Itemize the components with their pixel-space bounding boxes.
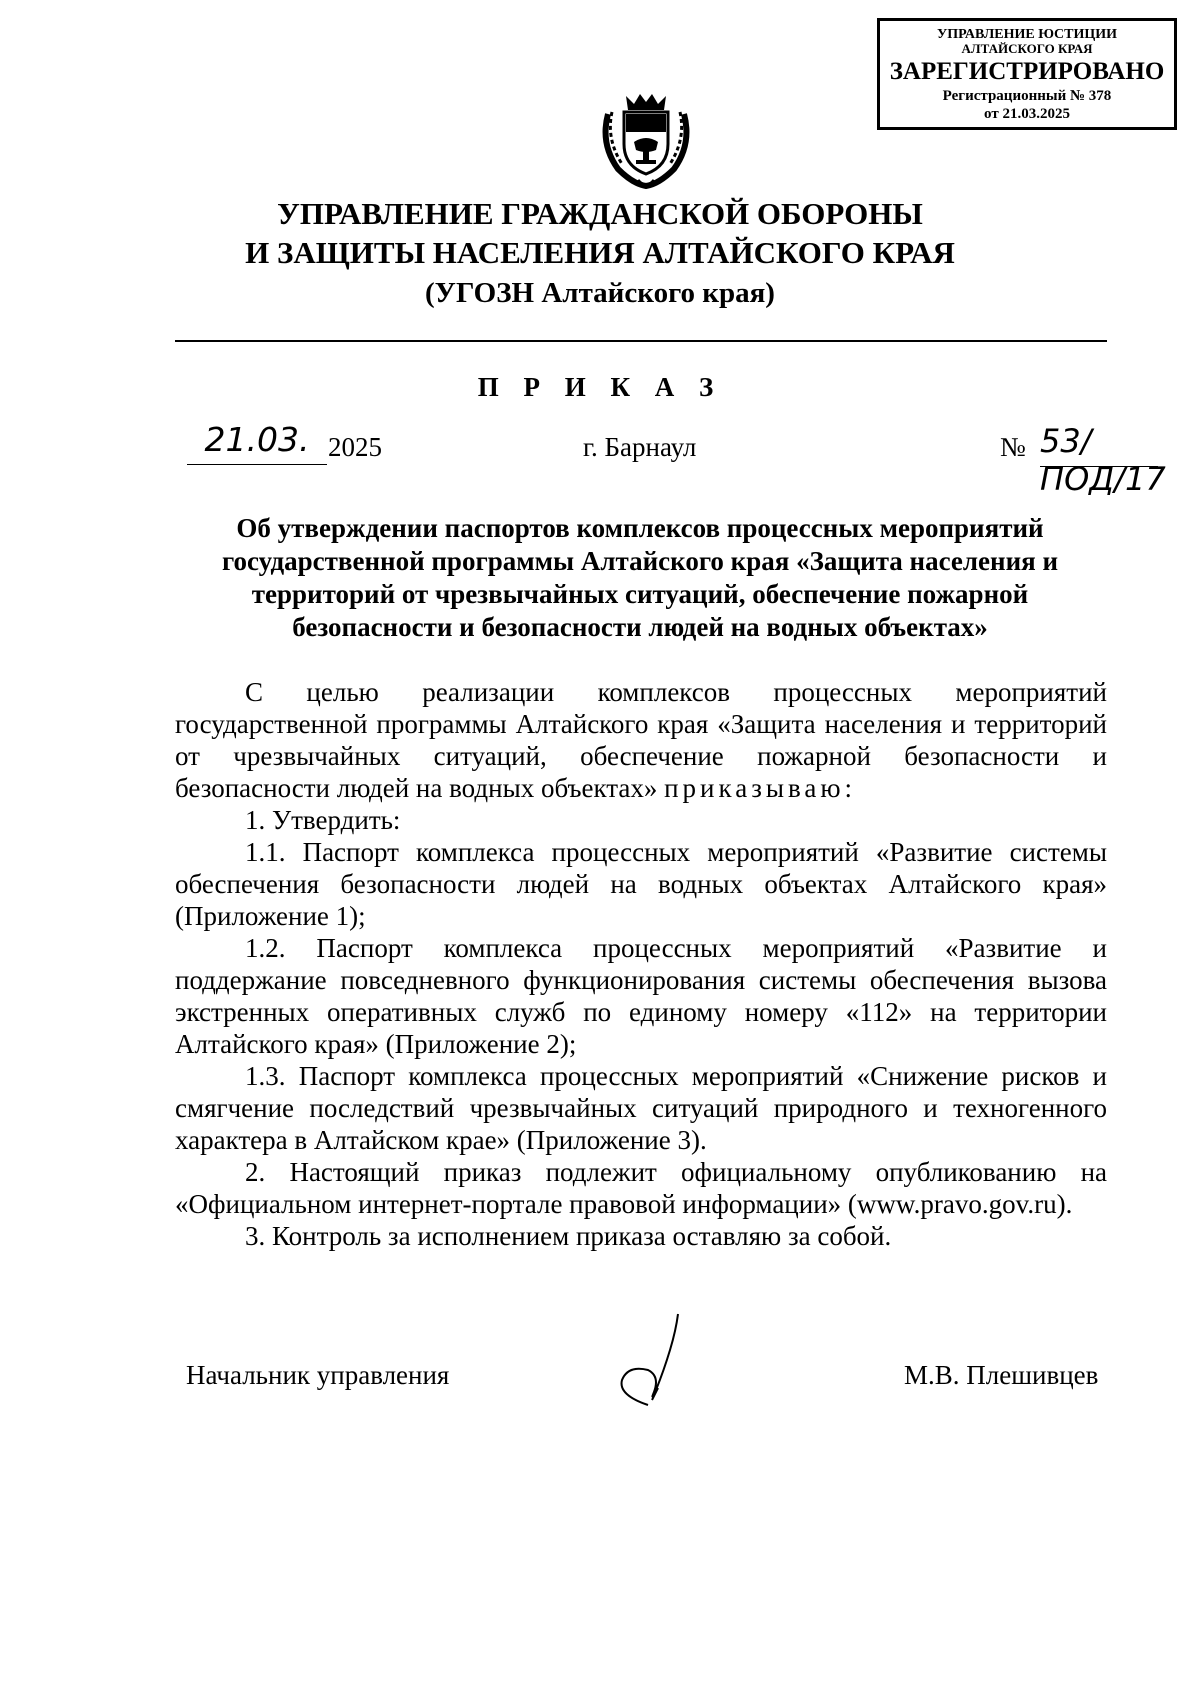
intro-paragraph bbox=[175, 676, 1107, 804]
altai-krai-coat-of-arms-icon bbox=[598, 84, 694, 190]
number-handwritten: 53/ПОД/17 bbox=[1040, 422, 1166, 498]
paragraph-3: 3. Контроль за исполнением приказа оставляю за собой. bbox=[245, 1221, 892, 1251]
paragraph-1-1: 1.1. Паспорт комплекса процессных мероприятий «Развитие системы обеспечения безопасности людей на водных объектах Алтайского края» (Приложение 1); bbox=[175, 837, 1107, 931]
signatory-position: Начальник управления bbox=[186, 1360, 450, 1390]
intro-text: С целью реализации комплексов процессных мероприятий государственной программы Алтайского края «Защита населения и территорий от чрезвычайных ситуаций, обеспечение пожарной безопасности и безопасности людей на водных объектах» bbox=[175, 677, 1107, 803]
intro-verb: приказываю: bbox=[664, 773, 857, 803]
handwritten-signature bbox=[608, 1310, 698, 1410]
org-short-name: (УГОЗН Алтайского края) bbox=[425, 277, 775, 309]
paragraph-1: 1. Утвердить: bbox=[245, 805, 401, 835]
document-body bbox=[175, 676, 1107, 1252]
org-name-line1: УПРАВЛЕНИЕ ГРАЖДАНСКОЙ ОБОРОНЫ bbox=[277, 196, 923, 231]
stamp-org-line1: УПРАВЛЕНИЕ ЮСТИЦИИ bbox=[937, 27, 1117, 42]
title-line2: государственной программы Алтайского края «Защита населения и bbox=[221, 546, 1059, 576]
title-line1: Об утверждении паспортов комплексов процессных мероприятий bbox=[236, 513, 1044, 543]
stamp-reg-number: Регистрационный № 378 bbox=[942, 88, 1112, 104]
header-divider bbox=[175, 340, 1107, 342]
date-year: 2025 bbox=[328, 432, 382, 462]
paragraph-1-3: 1.3. Паспорт комплекса процессных мероприятий «Снижение рисков и смягчение последствий чрезвычайных ситуаций природного и техногенного характера в Алтайском крае» (Приложение 3). bbox=[175, 1061, 1107, 1155]
paragraph-2: 2. Настоящий приказ подлежит официальному опубликованию на «Официальном интернет-портале правовой информации» (www.pravo.gov.ru). bbox=[175, 1157, 1107, 1219]
org-name-line2: И ЗАЩИТЫ НАСЕЛЕНИЯ АЛТАЙСКОГО КРАЯ bbox=[245, 235, 955, 270]
number-underline bbox=[1040, 466, 1158, 467]
title-line3: территорий от чрезвычайных ситуаций, обеспечение пожарной bbox=[251, 579, 1029, 609]
registration-stamp bbox=[877, 18, 1177, 130]
paragraph-1-2: 1.2. Паспорт комплекса процессных мероприятий «Развитие и поддержание повседневного функционирования системы обеспечения вызова экстренных оперативных служб по единому номеру «112» на территории Алтайского края» (Приложение 2); bbox=[175, 933, 1107, 1059]
stamp-org-line2: АЛТАЙСКОГО КРАЯ bbox=[961, 41, 1093, 56]
stamp-status: ЗАРЕГИСТРИРОВАНО bbox=[889, 58, 1165, 85]
number-prefix: № bbox=[1000, 432, 1026, 462]
stamp-reg-date: от 21.03.2025 bbox=[984, 106, 1070, 122]
city: г. Барнаул bbox=[583, 432, 697, 462]
document-type: П Р И К А З bbox=[477, 372, 723, 402]
document-title bbox=[195, 512, 1085, 644]
date-handwritten: 21.03. bbox=[187, 420, 327, 465]
title-line4: безопасности и безопасности людей на водных объектах» bbox=[292, 612, 988, 642]
signatory-name: М.В. Плешивцев bbox=[904, 1360, 1099, 1390]
